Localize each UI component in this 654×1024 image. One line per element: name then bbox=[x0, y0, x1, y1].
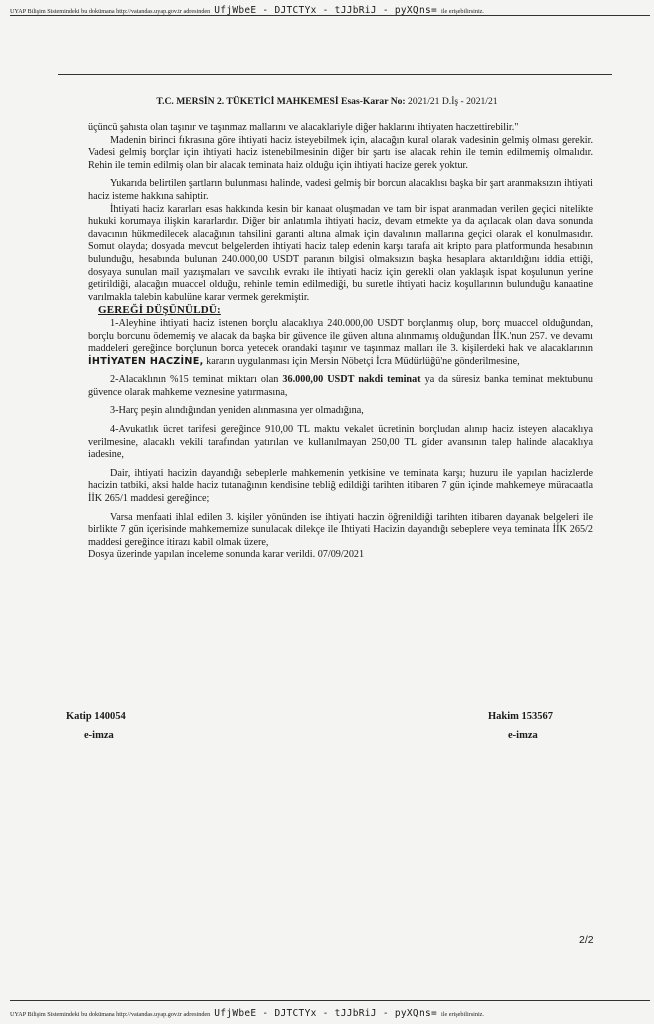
header-bar-suffix: ile erişebilirsiniz. bbox=[441, 8, 484, 15]
decision-heading: GEREĞİ DÜŞÜNÜLDÜ: bbox=[98, 304, 221, 317]
header-rule bbox=[10, 15, 650, 16]
decision-item-2 bbox=[88, 374, 593, 399]
item-2-text-b: ya da süresiz banka teminat mektubunu güvence olarak mahkeme veznesine yatırmasına, bbox=[88, 374, 594, 398]
footer-bar bbox=[10, 1003, 650, 1019]
paragraph-1: üçüncü şahısta olan taşınır ve taşınmaz mallarını ve alacaklariyle diğer haklarını ihtiyaten haczettirebilir." bbox=[88, 122, 519, 133]
footer-bar-prefix: UYAP Bilişim Sistemindeki bu dokümana http://vatandas.uyap.gov.tr adresinden bbox=[10, 1011, 211, 1018]
item-1-text-b: kararın uygulanması için Mersin Nöbetçi İcra Müdürlüğü'ne gönderilmesine, bbox=[206, 355, 520, 367]
header-access-code: UfjWbeE - DJTCTYx - tJJbRiJ - pyXQns= bbox=[214, 5, 438, 16]
clerk-signature-title: Katip 140054 bbox=[66, 711, 126, 722]
paragraph-4: İhtiyati haciz kararları esas hakkında kesin bir kanaat oluşmadan ve tam bir ispat aranmadan verilen geçici nitelikte hukuki korumaya ilişkin kararlardır. Diğer bir anlatımla ihtiyati haciz, devam etmekte ya da açılacak olan dava sonunda davacının hükmedilecek alacağının tahsilini garanti altına almak için davalının mallarına geçici olarak el konulmasıdır. Somut olayda; dosyada mevcut belgelerden ihtiyati haciz talep edenin karşı tarafa ait kripto para platformunda hesabının bulunduğu, hesabında bulunan 240.000,00 USDT paranın bilgisi olmaksızın başka hesaplara aktarıldığını iddia ettiği, dosyaya sunulan mail yazışmaları ve savcılık evrakı ile ihtiyati haciz için gerekli olan yaklaşık ispat koşulunun yerine getirildiği, alacağın muaccel olduğu, rehinle temin edilmediği, bu suretle ihtiyati haciz koşullarının bulunduğu kanaatine varılmakla talebin kabulüne karar vermek gerekmiştir. bbox=[88, 203, 593, 303]
item-3-number: 3- bbox=[110, 405, 119, 417]
item-1-bold: İHTİYATEN HACZİNE, bbox=[88, 355, 204, 367]
top-page-rule bbox=[58, 74, 612, 75]
decision-item-1 bbox=[88, 318, 593, 368]
clerk-e-signature: e-imza bbox=[84, 730, 114, 741]
judge-e-signature: e-imza bbox=[508, 730, 538, 741]
item-1-text-a: Aleyhine ihtiyati haciz istenen borçlu alacaklıya 240.000,00 USDT borçlanmış olup, borç muaccel olduğundan, borçlu borcunu ödememiş ve alacak da başka bir güvence ile güven altına alınmamış olduğundan İİK.'nun 257. ve devamı maddeleri gereğince borçlunun borca yetecek orandaki taşınır ve taşınmaz malları ile 3. kişilerdeki hak ve alacaklarının bbox=[88, 317, 593, 355]
file-number-label: Esas-Karar No: bbox=[341, 96, 406, 107]
paragraph-2: Madenin birinci fıkrasına göre ihtiyati haciz isteyebilmek için, alacağın kural olarak vadesinin gelmiş olması gerekir. Vadesi gelmiş borçlar için ihtiyati haciz istenebilmesinin diğer bir şartı ise alacak rehin ile temin edilmemiş olmalıdır. Rehin ile temin edilmiş olan bir alacak teminata haiz olduğu için ihtiyati hacize gerek yoktur. bbox=[88, 134, 593, 171]
document-body bbox=[88, 122, 593, 562]
footer-rule bbox=[10, 1000, 650, 1001]
paragraph-3: Yukarıda belirtilen şartların bulunması halinde, vadesi gelmiş bir borcun alacaklısı başka bir şart aranmaksızın ihtiyati haciz isteme hakkına sahiptir. bbox=[88, 178, 593, 202]
paragraph-5: Dair, ihtiyati hacizin dayandığı sebeplerle mahkemenin yetkisine ve teminata karşı; huzuru ile yapılan hacizlerde hacizin tatbiki, aksi halde haciz tutanağının kendisine tebliğ edildiği tarihten itibaren 7 gün içinde mahkemeye müracaatla İİK 265/1 maddesi gereğince; bbox=[88, 467, 593, 505]
item-4-text: Avukatlık ücret tarifesi gereğince 910,00 TL maktu vekalet ücretinin borçludan alınıp haciz isteyen alacaklıya verilmesine, alacaklı vekili tarafından yatırılan ve kullanılmayan 250,00 TL gider avansının talep halinde alacaklıya iadesine, bbox=[88, 424, 593, 461]
decision-item-3 bbox=[88, 405, 593, 418]
judge-signature-title: Hakim 153567 bbox=[488, 711, 554, 722]
item-1-number: 1- bbox=[110, 317, 119, 329]
header-bar bbox=[10, 0, 650, 14]
footer-bar-suffix: ile erişebilirsiniz. bbox=[441, 1011, 484, 1018]
document-header bbox=[0, 96, 654, 107]
page-number: 2/2 bbox=[579, 934, 594, 946]
header-bar-prefix: UYAP Bilişim Sistemindeki bu dokümana http://vatandas.uyap.gov.tr adresinden bbox=[10, 8, 211, 15]
item-2-bold: 36.000,00 USDT nakdi teminat bbox=[282, 374, 421, 386]
item-2-number: 2- bbox=[110, 374, 119, 386]
item-3-text: Harç peşin alındığından yeniden alınmasına yer olmadığına, bbox=[118, 405, 364, 417]
paragraph-7: Dosya üzerinde yapılan inceleme sonunda karar verildi. 07/09/2021 bbox=[88, 549, 365, 561]
item-2-text-a: Alacaklının %15 teminat miktarı olan bbox=[118, 374, 279, 386]
footer-access-code: UfjWbeE - DJTCTYx - tJJbRiJ - pyXQns= bbox=[214, 1008, 438, 1019]
file-number: 2021/21 D.İş - 2021/21 bbox=[408, 96, 498, 107]
decision-heading-line bbox=[88, 304, 593, 318]
item-4-number: 4- bbox=[110, 424, 119, 436]
court-name: T.C. MERSİN 2. TÜKETİCİ MAHKEMESİ bbox=[156, 96, 339, 107]
decision-item-4 bbox=[88, 424, 593, 462]
paragraph-6: Varsa menfaati ihlal edilen 3. kişiler yönünden ise ihtiyati haczin öğrenildiği tarihten itibaren dayanak belgeleri ile birlikte 7 gün içerisinde mahkememize sunulacak dilekçe ile Ihtiyati Hacizin dayandığı sebeplere veya teminata İİK 265/2 maddesi gereğince itirazı kabil olmak üzere, bbox=[88, 511, 593, 548]
